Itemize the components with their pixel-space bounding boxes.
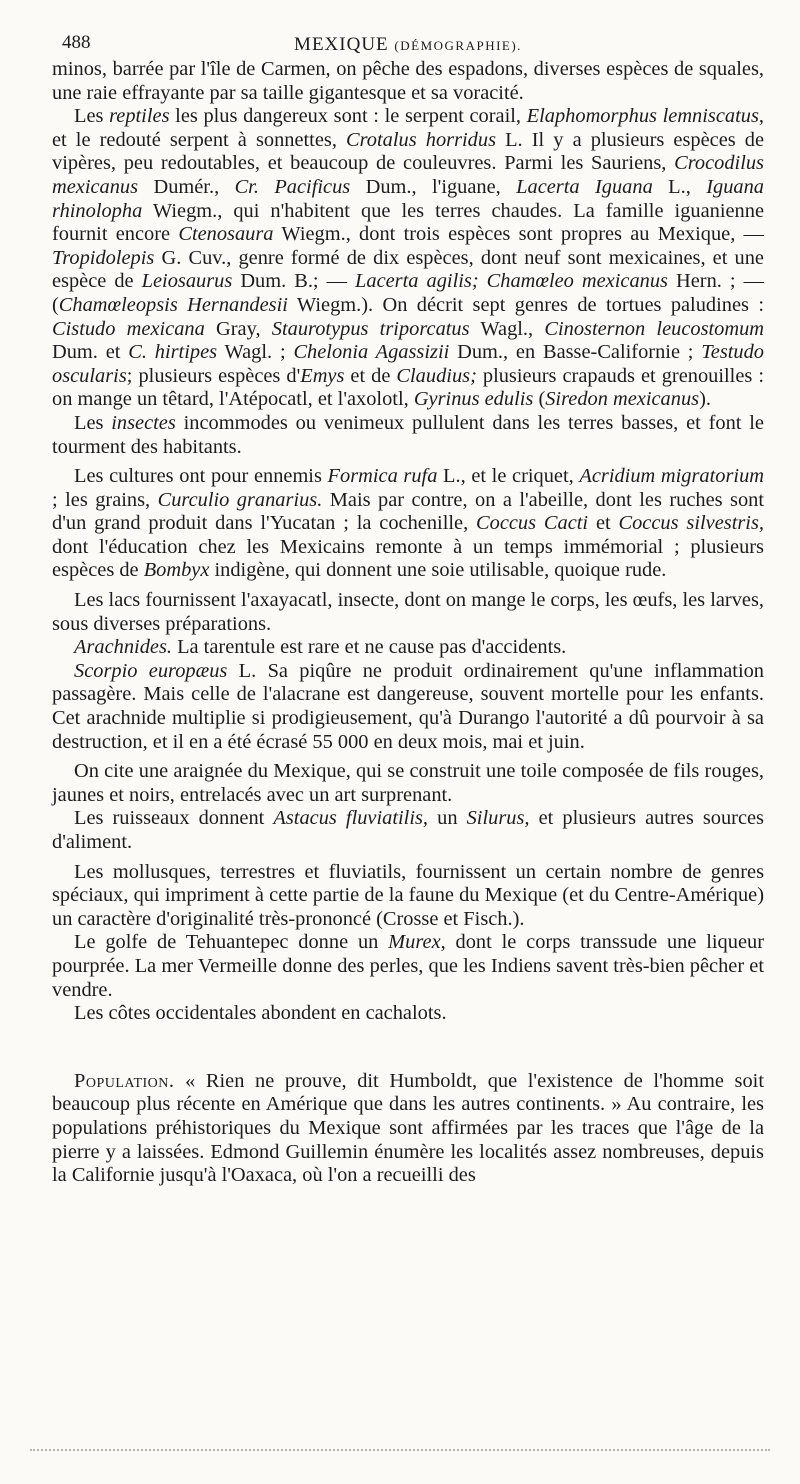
paragraph-spider: On cite une araignée du Mexique, qui se construit une toile composée de fils rouges, jaunes et noirs, entrelacés avec un art surprenant. (52, 760, 764, 806)
running-head (52, 34, 764, 56)
section-heading-population: Population. (74, 1069, 175, 1092)
page-number: 488 (62, 32, 91, 53)
paragraph-reptiles: Les reptiles les plus dangereux sont : le serpent corail, Elaphomorphus lemniscatus, et le redouté serpent à sonnettes, Crotalus horridus L. Il y a plusieurs espèces de vipères, peu redoutables, et beaucoup de couleuvres. Parmi les Sauriens, Crocodilus mexicanus Dumér., Cr. Pacificus Dum., l'iguane, Lacerta Iguana L., Iguana rhinolopha Wiegm., qui n'habitent que les terres chaudes. La famille iguanienne fournit encore Ctenosaura Wiegm., dont trois espèces sont propres au Mexique, — Tropidolepis G. Cuv., genre formé de dix espèces, dont neuf sont mexicaines, et une espèce de Leiosaurus Dum. B.; — Lacerta agilis; Chamœleo mexicanus Hern. ; — (Chamœleopsis Hernandesii Wiegm.). On décrit sept genres de tortues paludines : Cistudo mexicana Gray, Staurotypus triporcatus Wagl., Cinosternon leucostomum Dum. et C. hirtipes Wagl. ; Chelonia Agassizii Dum., en Basse-Californie ; Testudo oscularis; plusieurs espèces d'Emys et de Claudius; plusieurs crapauds et grenouilles : on mange un têtard, l'Atépocatl, et l'axolotl, Gyrinus edulis (Siredon mexicanus). (52, 105, 765, 411)
paragraph-population: Population. « Rien ne prouve, dit Humboldt, que l'existence de l'homme soit beaucoup plus récente en Amérique que dans les autres continents. » Au contraire, les populations préhistoriques du Mexique sont affirmées par les traces que l'âge de la pierre y a laissées. Edmond Guillemin énumère les localités assez nombreuses, depuis la Californie jusqu'à l'Oaxaca, où l'on a recueilli des (52, 1069, 764, 1187)
paragraph-crops: Les cultures ont pour ennemis Formica rufa L., et le criquet, Acridium migratorium ; les grains, Curculio granarius. Mais par contre, on a l'abeille, dont les ruches sont d'un grand produit dans l'Yucatan ; la cochenille, Coccus Cacti et Coccus silvestris, dont l'éducation chez les Mexicains remonte à un temps immémorial ; plusieurs espèces de Bombyx indigène, qui donnent une soie utilisable, quoique rude. (52, 465, 765, 582)
body-text (52, 58, 764, 1188)
running-head-subtitle: (DÉMOGRAPHIE). (394, 38, 522, 53)
paragraph-mollusks: Les mollusques, terrestres et fluviatils, fournissent un certain nombre de genres spéciaux, qui impriment à cette partie de la faune du Mexique (et du Centre-Amérique) un caractère d'originalité très-prononcé (Crosse et Fisch.). (52, 860, 764, 930)
paragraph-streams: Les ruisseaux donnent Astacus fluviatilis, un Silurus, et plusieurs autres sources d'aliment. (52, 807, 764, 853)
paragraph-lakes: Les lacs fournissent l'axayacatl, insecte, dont on mange le corps, les œufs, les larves, sous diverses préparations. (52, 589, 764, 635)
paragraph-coasts: Les côtes occidentales abondent en cachalots. (74, 1002, 447, 1025)
paragraph-arachnids: Arachnides. La tarentule est rare et ne cause pas d'accidents. (74, 636, 567, 659)
paragraph-scorpio: Scorpio europæus L. Sa piqûre ne produit ordinairement qu'une inflammation passagère. Mais celle de l'alacrane est dangereuse, souvent mortelle pour les enfants. Cet arachnide multiplie si prodigieusement, qu'à Durango l'autorité a dû pourvoir à sa destruction, et il en a été écrasé 55 000 en deux mois, mai et juin. (52, 659, 764, 753)
footer-rule (30, 1449, 770, 1454)
paragraph-fish: minos, barrée par l'île de Carmen, on pêche des espadons, diverses espèces de squales, une raie effrayante par sa taille gigantesque et sa voracité. (52, 58, 764, 104)
running-head-title: MEXIQUE (294, 34, 389, 55)
page-header (52, 22, 764, 58)
paragraph-insects: Les insectes incommodes ou venimeux pullulent dans les terres basses, et font le tourment des habitants. (52, 411, 764, 458)
paragraph-gulf: Le golfe de Tehuantepec donne un Murex, dont le corps transsude une liqueur pourprée. La mer Vermeille donne des perles, que les Indiens savent très-bien pêcher et vendre. (52, 931, 764, 1001)
